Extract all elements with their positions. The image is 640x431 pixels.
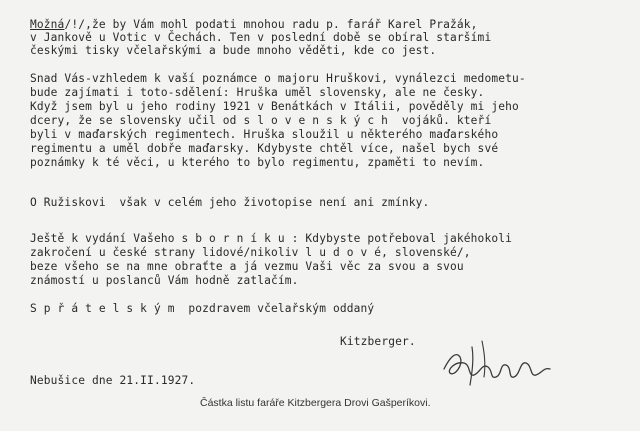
emphasized-word: Možná [30, 18, 65, 31]
place-date: Nebušice dne 21.II.1927. [30, 374, 196, 387]
letter-line: byli v maďarských regimentech. Hruška sloužil u některého maďarského [30, 128, 499, 141]
letter-line: beze všeho se na mne obraťte a já vezmu Vaši věc za svou a svou [30, 260, 464, 273]
letter-line: bude zajímati i toto-sdělení: Hruška uměl slovensky, ale ne česky. [30, 86, 485, 99]
letter-line [30, 18, 478, 31]
letter-line: regimentu a uměl dobře maďarsky. Kdybyste chtěl více, našel bych své [30, 142, 499, 155]
handwritten-signature [438, 333, 558, 388]
letter-line: O Ružiskovi však v celém jeho životopise není ani zmínky. [30, 196, 430, 209]
caption: Částka listu faráře Kitzbergera Drovi Gašperíkovi. [200, 397, 431, 409]
letter-line: Snad Vás-vzhledem k vaší poznámce o majoru Hruškovi, vynálezci medometu- [30, 72, 526, 85]
letter-line: poznámky k té věci, u kterého to bylo regimentu, zpaměti to nevím. [30, 156, 485, 169]
letter-line: v Jankově u Votic v Čechách. Ten v poslední době se obíral staršími [30, 31, 492, 44]
letter-line: Ještě k vydání Vašeho s b o r n í k u : Kdybyste potřeboval jakéhokoli [30, 232, 512, 245]
letter-line: známostí u poslanců Vám hodně zatlačím. [30, 274, 299, 287]
letter-line: Když jsem byl u jeho rodiny 1921 v Benátkách v Itálii, pověděly mi jeho [30, 100, 519, 113]
closing-line: S p ř á t e l s k ý m pozdravem včelařským oddaný [30, 302, 375, 315]
letter-line: zakročení u české strany lidové/nikoliv l u d o v é, slovenské/, [30, 246, 471, 259]
letter-line: dcery, že se slovensky učil od s l o v e n s k ý c h vojáků. kteří [30, 114, 492, 127]
letter-text: /!/,že by Vám mohl podati mnohou radu p. farář Karel Pražák, [64, 18, 478, 31]
letter-line: českými tisky včelařskými a bude mnoho věděti, kde co jest. [30, 44, 437, 57]
signed-name: Kitzberger. [340, 335, 416, 348]
